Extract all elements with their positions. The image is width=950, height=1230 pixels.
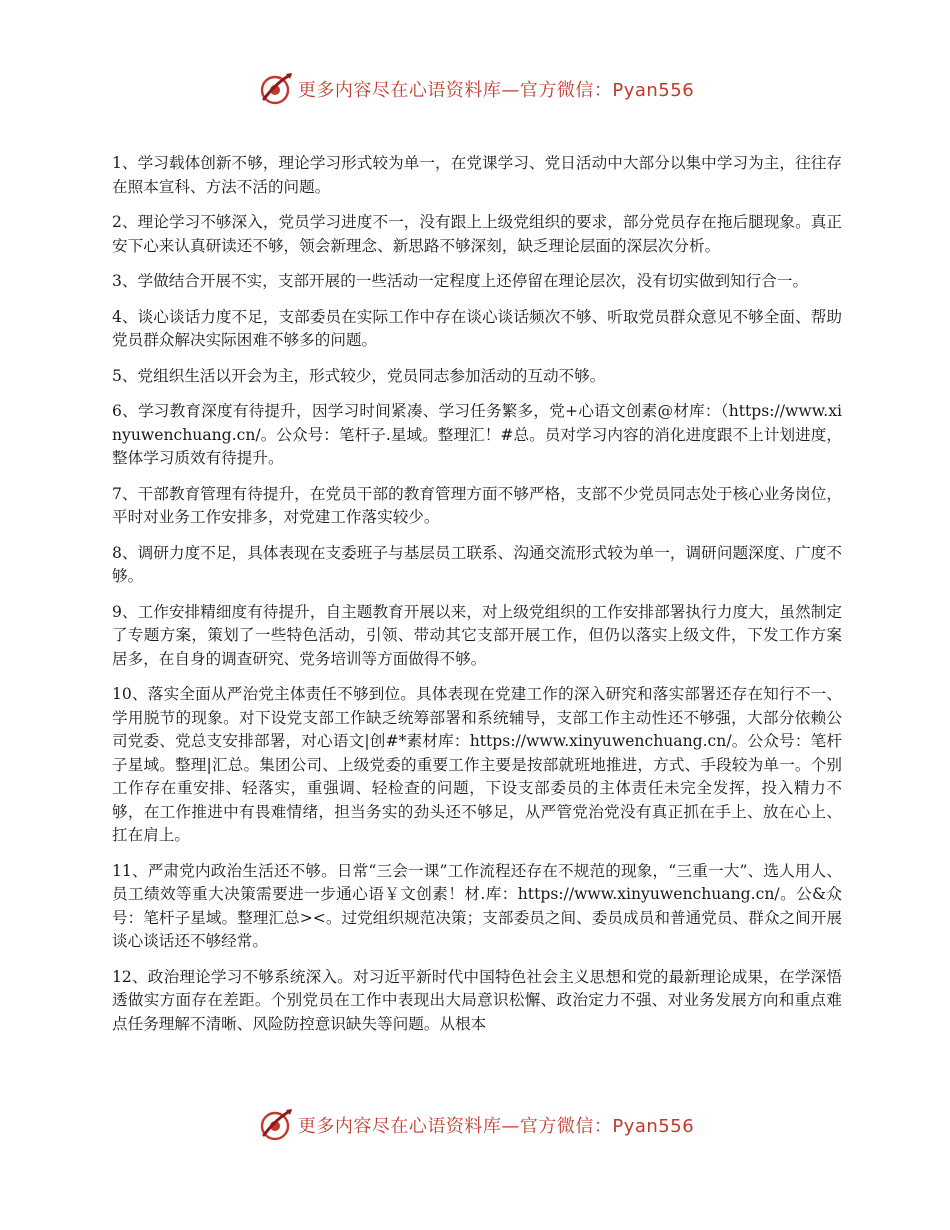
paragraph-7: 7、干部教育管理有待提升，在党员干部的教育管理方面不够严格，支部不少党员同志处于核心业务岗位，平时对业务工作安排多，对党建工作落实较少。 [112, 484, 842, 526]
paragraph-8: 8、调研力度不足，具体表现在支委班子与基层员工联系、沟通交流形式较为单一，调研问题深度、广度不够。 [112, 543, 842, 585]
paragraph-10: 10、落实全面从严治党主体责任不够到位。具体表现在党建工作的深入研究和落实部署还存在知行不一、学用脱节的现象。对下设党支部工作缺乏统筹部署和系统辅导，支部工作主动性还不够强，大部分依赖公司党委、党总支安排部署，对心语文|创#*素材库：https://www.xinyuwenchuang.cn/。公众号：笔杆子星域。整理|汇总。集团公司、上级党委的重要工作主要是按部就班地推进，方式、手段较为单一。个别工作存在重安排、轻落实，重强调、轻检查的问题，下设支部委员的主体责任未完全发挥，投入精力不够，在工作推进中有畏难情绪，担当务实的劲头还不够足，从严管党治党没有真正抓在手上、放在心上、扛在肩上。 [112, 685, 842, 844]
paragraph-2: 2、理论学习不够深入，党员学习进度不一，没有跟上上级党组织的要求，部分党员存在拖后腿现象。真正安下心来认真研读还不够，领会新理念、新思路不够深刻，缺乏理论层面的深层次分析。 [112, 213, 842, 255]
paragraph-12: 12、政治理论学习不够系统深入。对习近平新时代中国特色社会主义思想和党的最新理论成果，在学深悟透做实方面存在差距。个别党员在工作中表现出大局意识松懈、政治定力不强、对业务发展方向和重点难点任务理解不清晰、风险防控意识缺失等问题。从根本 [112, 967, 842, 1033]
paragraph-9: 9、工作安排精细度有待提升，自主题教育开展以来，对上级党组织的工作安排部署执行力度大，虽然制定了专题方案，策划了一些特色活动，引领、带动其它支部开展工作，但仍以落实上级文件，下发工作方案居多，在自身的调查研究、党务培训等方面做得不够。 [112, 602, 842, 668]
paragraph-3: 3、学做结合开展不实，支部开展的一些活动一定程度上还停留在理论层次，没有切实做到知行合一。 [112, 272, 809, 290]
paragraph-11: 11、严肃党内政治生活还不够。日常“三会一课”工作流程还存在不规范的现象，“三重一大”、选人用人、员工绩效等重大决策需要进一步通心语￥文创素！材.库：https://www.xinyuwenchuang.cn/。公&众号：笔杆子星域。整理汇总><。过党组织规范决策；支部委员之间、委员成员和普通党员、群众之间开展谈心谈话还不够经常。 [112, 861, 842, 950]
footer-banner-text: 更多内容尽在心语资料库—官方微信：Pyan556 [297, 1116, 695, 1137]
footer-banner [0, 1100, 950, 1150]
header-banner-text: 更多内容尽在心语资料库—官方微信：Pyan556 [297, 80, 695, 101]
paragraph-4: 4、谈心谈话力度不足，支部委员在实际工作中存在谈心谈话频次不够、听取党员群众意见不够全面、帮助党员群众解决实际困难不够多的问题。 [112, 307, 842, 349]
brand-logo-icon [256, 69, 296, 109]
brand-logo-icon [256, 1105, 296, 1145]
paragraph-5: 5、党组织生活以开会为主，形式较少，党员同志参加活动的互动不够。 [112, 366, 606, 385]
paragraph-6: 6、学习教育深度有待提升，因学习时间紧凑、学习任务繁多，党+心语文创素@材库：（https://www.xinyuwenchuang.cn/。公众号：笔杆子.星域。整理汇！#总。员对学习内容的消化进度跟不上计划进度，整体学习质效有待提升。 [112, 402, 842, 467]
header-banner [0, 64, 950, 114]
paragraph-1: 1、学习载体创新不够，理论学习形式较为单一，在党课学习、党日活动中大部分以集中学习为主，往往存在照本宣科、方法不活的问题。 [112, 154, 842, 196]
document-body [112, 152, 842, 1048]
